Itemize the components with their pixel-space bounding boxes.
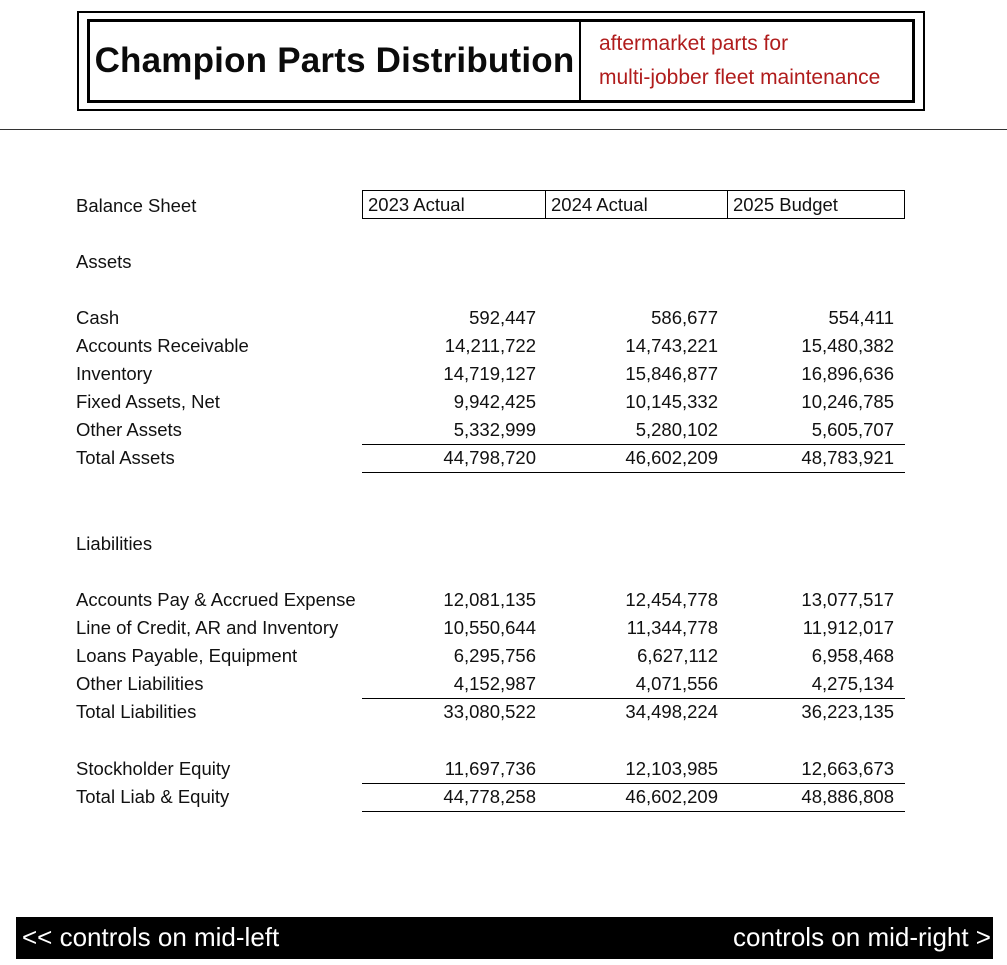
cell-value: 9,942,425 [453, 391, 536, 412]
cell-value: 5,605,707 [811, 419, 894, 440]
column-header-2023: 2023 Actual [363, 191, 546, 218]
total-liabilities-value: 34,498,224 [625, 701, 718, 722]
cell-value: 13,077,517 [801, 589, 894, 610]
tagline-line-1: aftermarket parts for [599, 32, 789, 55]
cell-value: 14,743,221 [625, 335, 718, 356]
total-rule [362, 472, 905, 473]
footer-nav-bar [16, 917, 993, 959]
row-label: Line of Credit, AR and Inventory [76, 617, 339, 638]
cell-value: 15,480,382 [801, 335, 894, 356]
cell-value: 14,719,127 [443, 363, 536, 384]
cell-value: 554,411 [828, 307, 894, 328]
controls-mid-left-link[interactable]: << controls on mid-left [22, 922, 280, 952]
cell-value: 11,912,017 [802, 617, 894, 638]
row-label: Inventory [76, 363, 153, 384]
cell-value: 10,246,785 [801, 391, 894, 412]
stockholder-equity-label: Stockholder Equity [76, 758, 231, 779]
cell-value: 10,550,644 [443, 617, 536, 638]
sheet-title: Balance Sheet [76, 195, 197, 216]
total-assets-label: Total Assets [76, 447, 175, 468]
controls-mid-right-link[interactable]: controls on mid-right > [733, 922, 991, 952]
company-name: Champion Parts Distribution [90, 22, 581, 100]
cell-value: 4,152,987 [453, 673, 536, 694]
column-header-row [362, 190, 905, 219]
total-liabilities-value: 36,223,135 [801, 701, 894, 722]
total-assets-value: 44,798,720 [443, 447, 536, 468]
header-divider [0, 129, 1007, 130]
cell-value: 6,295,756 [453, 645, 536, 666]
section-heading-liabilities: Liabilities [76, 533, 153, 554]
cell-value: 14,211,722 [444, 335, 536, 356]
cell-value: 4,275,134 [811, 673, 894, 694]
header-inner-frame [87, 19, 915, 103]
column-header-2025: 2025 Budget [733, 194, 838, 215]
subtotal-rule [362, 783, 905, 784]
total-assets-value: 46,602,209 [625, 447, 718, 468]
total-liabilities-label: Total Liabilities [76, 701, 197, 722]
cell-value: 12,454,778 [625, 589, 718, 610]
subtotal-rule [362, 444, 905, 445]
cell-value: 4,071,556 [635, 673, 718, 694]
cell-value: 6,627,112 [637, 645, 718, 666]
total-liab-equity-value: 44,778,258 [443, 786, 536, 807]
cell-value: 5,332,999 [453, 419, 536, 440]
total-liab-equity-label: Total Liab & Equity [76, 786, 230, 807]
cell-value: 586,677 [651, 307, 718, 328]
row-label: Other Assets [76, 419, 182, 440]
cell-value: 16,896,636 [801, 363, 894, 384]
cell-value: 11,344,778 [626, 617, 718, 638]
stockholder-equity-value: 11,697,736 [444, 758, 536, 779]
tagline-line-2: multi-jobber fleet maintenance [599, 66, 881, 89]
cell-value: 12,081,135 [443, 589, 536, 610]
row-label: Cash [76, 307, 120, 328]
cell-value: 15,846,877 [625, 363, 718, 384]
row-label: Accounts Receivable [76, 335, 249, 356]
stockholder-equity-value: 12,663,673 [801, 758, 894, 779]
total-liab-equity-value: 46,602,209 [625, 786, 718, 807]
row-label: Other Liabilities [76, 673, 204, 694]
cell-value: 6,958,468 [811, 645, 894, 666]
stockholder-equity-value: 12,103,985 [625, 758, 718, 779]
cell-value: 592,447 [469, 307, 536, 328]
total-assets-value: 48,783,921 [801, 447, 894, 468]
row-label: Loans Payable, Equipment [76, 645, 298, 666]
section-heading-assets: Assets [76, 251, 132, 272]
row-label: Fixed Assets, Net [76, 391, 220, 412]
header-banner [77, 11, 925, 111]
total-liabilities-value: 33,080,522 [443, 701, 536, 722]
total-rule [362, 811, 905, 812]
cell-value: 5,280,102 [635, 419, 718, 440]
cell-value: 10,145,332 [625, 391, 718, 412]
column-header-2024: 2024 Actual [546, 191, 728, 218]
row-label: Accounts Pay & Accrued Expense [76, 589, 356, 610]
subtotal-rule [362, 698, 905, 699]
total-liab-equity-value: 48,886,808 [801, 786, 894, 807]
tagline [581, 22, 912, 100]
